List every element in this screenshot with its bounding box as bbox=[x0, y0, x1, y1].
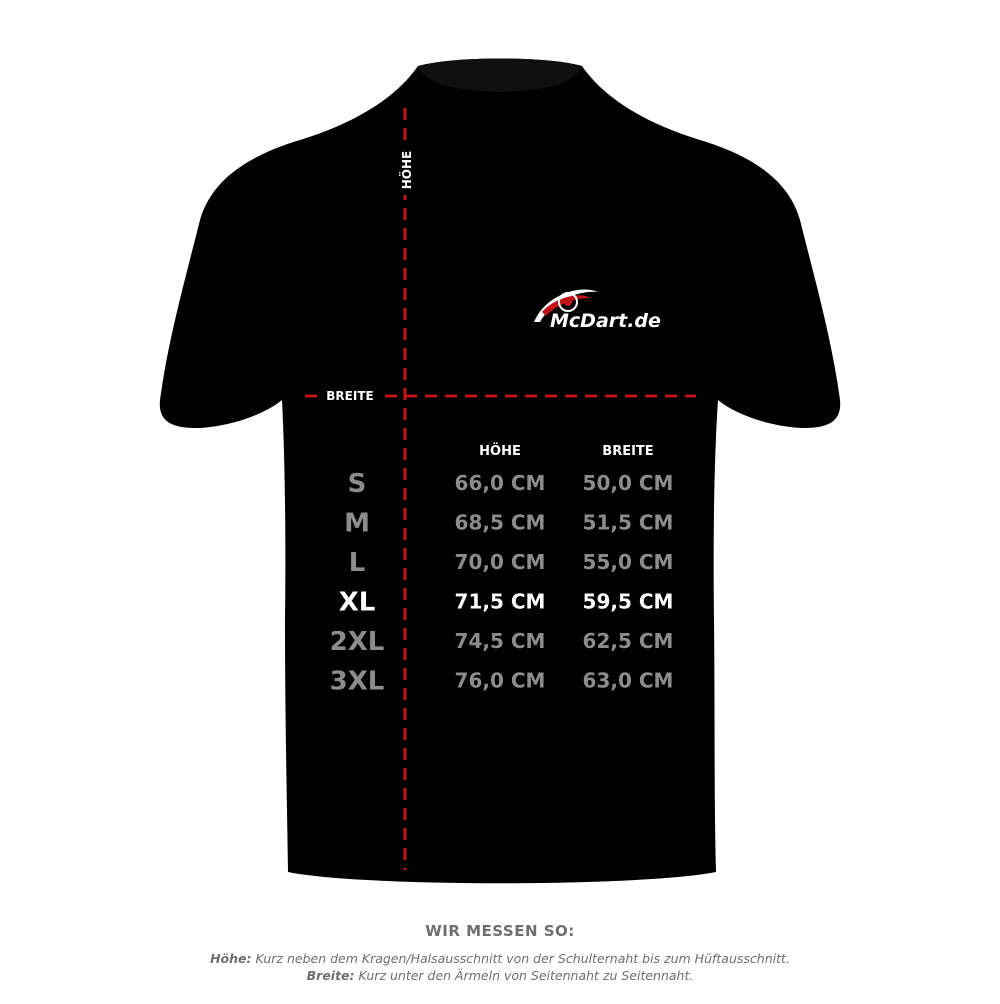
width-cell: 51,5 CM bbox=[582, 510, 674, 535]
logo-text: McDart.de bbox=[550, 310, 661, 332]
note-height bbox=[0, 950, 1000, 967]
note-width-text: Kurz unter den Ärmeln von Seitennaht zu Seitennaht. bbox=[354, 968, 694, 983]
height-cell: 74,5 CM bbox=[454, 629, 546, 653]
height-cell: 70,0 CM bbox=[454, 550, 546, 574]
width-label: BREITE bbox=[326, 389, 374, 403]
note-height-text: Kurz neben dem Kragen/Halsausschnitt von der Schulternaht bis zum Hüftausschnitt. bbox=[251, 951, 790, 966]
height-label: HÖHE bbox=[400, 150, 414, 190]
width-cell: 59,5 CM bbox=[582, 589, 674, 614]
height-cell: 76,0 CM bbox=[454, 668, 546, 693]
width-cell: 55,0 CM bbox=[582, 550, 674, 574]
measurement-notes bbox=[0, 922, 1000, 984]
note-width-term: Breite: bbox=[306, 968, 355, 983]
width-cell: 50,0 CM bbox=[582, 471, 674, 495]
size-cell: M bbox=[344, 508, 370, 539]
table-row bbox=[330, 627, 674, 657]
size-cell: XL bbox=[338, 587, 376, 618]
size-cell: L bbox=[348, 548, 366, 578]
table-header-height: HÖHE bbox=[479, 444, 521, 459]
width-cell: 63,0 CM bbox=[582, 668, 674, 693]
height-cell: 68,5 CM bbox=[454, 510, 546, 535]
height-cell: 71,5 CM bbox=[454, 589, 546, 614]
size-cell: S bbox=[347, 469, 367, 499]
table-header-width: BREITE bbox=[602, 444, 654, 459]
size-cell: 3XL bbox=[329, 666, 385, 697]
height-cell: 66,0 CM bbox=[454, 471, 546, 495]
table-row bbox=[330, 667, 674, 697]
notes-title: WIR MESSEN SO: bbox=[425, 922, 575, 940]
note-width bbox=[0, 967, 1000, 984]
width-cell: 62,5 CM bbox=[582, 629, 674, 653]
note-height-term: Höhe: bbox=[210, 951, 252, 966]
size-cell: 2XL bbox=[329, 627, 385, 657]
